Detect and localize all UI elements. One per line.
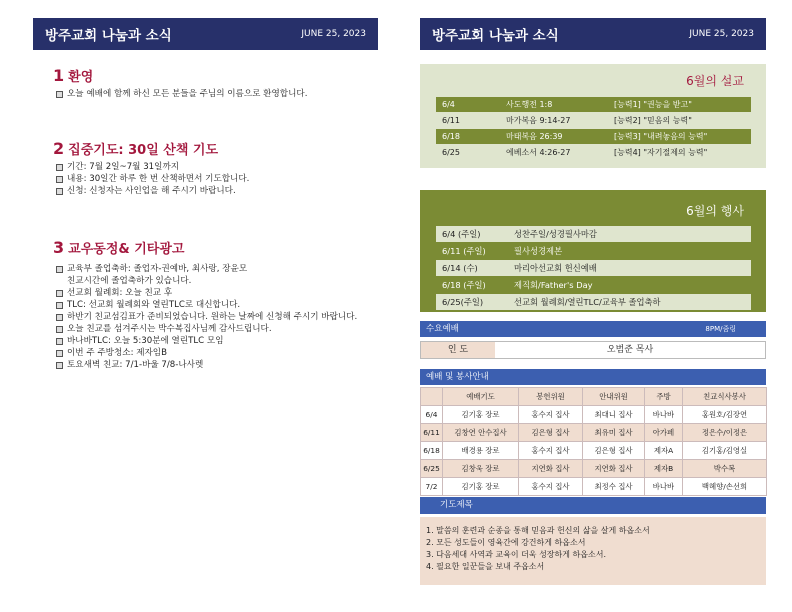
list-item: 토요새벽 친교: 7/1-바울 7/8-나사렛 [55,359,390,371]
table-row [421,460,767,478]
section-number: 3 [53,238,65,257]
sermon-row [436,113,751,128]
table-header: 주방 [645,388,683,406]
sermon-date: 6/4 [442,100,455,109]
service-section-label: 예배 및 봉사안내 [426,372,489,382]
table-cell: 6/18 [421,442,443,460]
table-cell: 김기홍 장로 [443,478,519,496]
sermon-heading: 6월의 설교 [686,74,744,88]
sermon-date: 6/25 [442,148,460,157]
list-item: 이번 주 주방청소: 제자임B [55,347,390,359]
table-cell: 김창연 안수집사 [443,424,519,442]
table-cell: 지연화 집사 [519,460,583,478]
section-news-list [55,263,390,371]
list-item: 하반기 친교섬김표가 준비되었습니다. 원하는 날짜에 신청해 주시기 바랍니다. [55,311,390,323]
header-title: 방주교회 나눔과 소식 [45,28,172,44]
table-row [421,406,767,424]
left-header [33,18,378,50]
table-header: 봉헌위원 [519,388,583,406]
section-heading: 환영 [68,70,94,85]
sermon-row [436,97,751,112]
service-section-bar [420,369,766,385]
table-cell: 김은형 집사 [519,424,583,442]
events-heading: 6월의 행사 [686,204,744,218]
prayer-list [420,517,766,573]
table-cell: 김기홍/김영실 [683,442,767,460]
section-welcome-title [53,66,93,85]
sermon-passage: 에베소서 4:26-27 [506,148,571,157]
table-cell: 제자A [645,442,683,460]
table-cell: 홍수지 집사 [519,406,583,424]
section-heading: 교우동정& 기타광고 [68,242,185,257]
table-row [421,478,767,496]
event-row [436,260,751,276]
event-name: 선교회 월례회/열린TLC/교육부 졸업축하 [514,297,661,307]
list-item: 교육부 졸업축하: 졸업자-권예바, 최사랑, 장윤모 [55,263,390,275]
event-date: 6/18 (주일) [442,280,486,290]
section-heading: 집중기도: 30일 산책 기도 [68,143,219,158]
section-number: 2 [53,139,65,158]
prayer-section-bar [420,497,766,514]
sermon-passage: 마가복음 9:14-27 [506,116,571,125]
table-cell: 배경용 장로 [443,442,519,460]
wednesday-service-label: 수요예배 [426,324,459,334]
table-header [421,388,443,406]
event-name: 제직회/Father's Day [514,280,593,290]
table-row [421,442,767,460]
wednesday-leader-row [420,341,766,359]
table-cell: 7/2 [421,478,443,496]
header-title: 방주교회 나눔과 소식 [432,28,559,44]
list-item: 내용: 30일간 하루 한 번 산책하면서 기도합니다. [55,173,390,185]
header-date: JUNE 25, 2023 [301,29,366,39]
table-cell: 홍수지 집사 [519,478,583,496]
list-item: 바나바TLC: 오늘 5:30분에 열린TLC 모임 [55,335,390,347]
prayer-item: 2. 모든 성도들이 영육간에 강건하게 하옵소서 [426,538,586,547]
table-cell: 백혜향/손선희 [683,478,767,496]
list-item-continuation: 친교시간에 졸업축하가 있습니다. [67,276,192,286]
wednesday-service-time: 8PM/줌링 [705,325,736,333]
right-header [420,18,766,50]
right-page [396,0,792,612]
table-cell: 6/4 [421,406,443,424]
prayer-list-box [420,517,766,585]
event-date: 6/14 (수) [442,263,478,273]
table-header: 예배기도 [443,388,519,406]
table-header-row [421,388,767,406]
event-row [436,243,751,259]
section-welcome-list [55,88,390,100]
table-cell: 6/11 [421,424,443,442]
event-row [436,277,751,293]
sermon-date: 6/18 [442,132,460,141]
table-cell: 김은형 집사 [583,442,645,460]
table-cell: 최대니 집사 [583,406,645,424]
wednesday-service-bar [420,321,766,337]
prayer-item: 3. 다음세대 사역과 교육이 더욱 성장하게 하옵소서. [426,550,606,559]
event-name: 마리아선교회 헌신예배 [514,263,597,273]
event-name: 성찬주일/성경필사마감 [514,229,597,239]
list-item: 오늘 예배에 함께 하신 모든 분들을 주님의 이름으로 환영합니다. [55,88,390,100]
table-header: 친교식사봉사 [683,388,767,406]
sermon-schedule [420,64,766,168]
event-row [436,294,751,310]
table-cell: 김창욱 장로 [443,460,519,478]
table-cell: 바나바 [645,478,683,496]
sermon-title: [능력1] "권능을 받고" [614,100,692,109]
section-prayer-walk-list [55,161,390,197]
table-cell: 홍수지 집사 [519,442,583,460]
leader-label: 인 도 [421,342,495,358]
table-cell: 아가페 [645,424,683,442]
section-prayer-walk-title [53,139,218,158]
leader-name: 오범준 목사 [606,345,654,355]
table-cell: 최유미 집사 [583,424,645,442]
table-cell: 지연화 집사 [583,460,645,478]
list-item: 기간: 7월 2일~7월 31일까지 [55,161,390,173]
sermon-passage: 마태복음 26:39 [506,132,563,141]
sermon-row [436,129,751,144]
table-cell: 바나바 [645,406,683,424]
sermon-title: [능력3] "내려놓음의 능력" [614,132,708,141]
sermon-title: [능력4] "자기절제의 능력" [614,148,708,157]
table-cell: 6/25 [421,460,443,478]
section-number: 1 [53,66,65,85]
table-row [421,424,767,442]
prayer-item: 1. 말씀의 훈련과 순종을 통해 믿음과 헌신의 삶을 살게 하옵소서 [426,526,650,535]
header-date: JUNE 25, 2023 [689,29,754,39]
prayer-item: 4. 필요한 일꾼들을 보내 주옵소서 [426,562,545,571]
table-header: 안내위원 [583,388,645,406]
table-cell: 최정수 집사 [583,478,645,496]
event-row [436,226,751,242]
events-schedule [420,190,766,312]
sermon-row [436,145,751,160]
event-date: 6/4 (주일) [442,229,481,239]
service-table [420,387,767,496]
sermon-date: 6/11 [442,116,460,125]
list-item: 신청: 신청자는 사인업을 해 주시기 바랍니다. [55,185,390,197]
list-item: TLC: 선교회 월례회와 열린TLC로 대신합니다. [55,299,390,311]
prayer-section-label: 기도제목 [440,500,473,510]
sermon-title: [능력2] "믿음의 능력" [614,116,692,125]
table-cell: 정은수/이정은 [683,424,767,442]
list-item: 선교회 월례회: 오늘 친교 후 [55,287,390,299]
list-item: 오늘 친교를 섬겨주시는 박수복집사님께 감사드립니다. [55,323,390,335]
sermon-passage: 사도행전 1:8 [506,100,553,109]
table-cell: 제자B [645,460,683,478]
section-news-title [53,238,184,257]
table-cell: 홍원호/김장연 [683,406,767,424]
event-date: 6/11 (주일) [442,246,486,256]
table-cell: 김기홍 장로 [443,406,519,424]
table-cell: 박수복 [683,460,767,478]
event-name: 필사성경제본 [514,246,563,256]
event-date: 6/25(주일) [442,297,484,307]
